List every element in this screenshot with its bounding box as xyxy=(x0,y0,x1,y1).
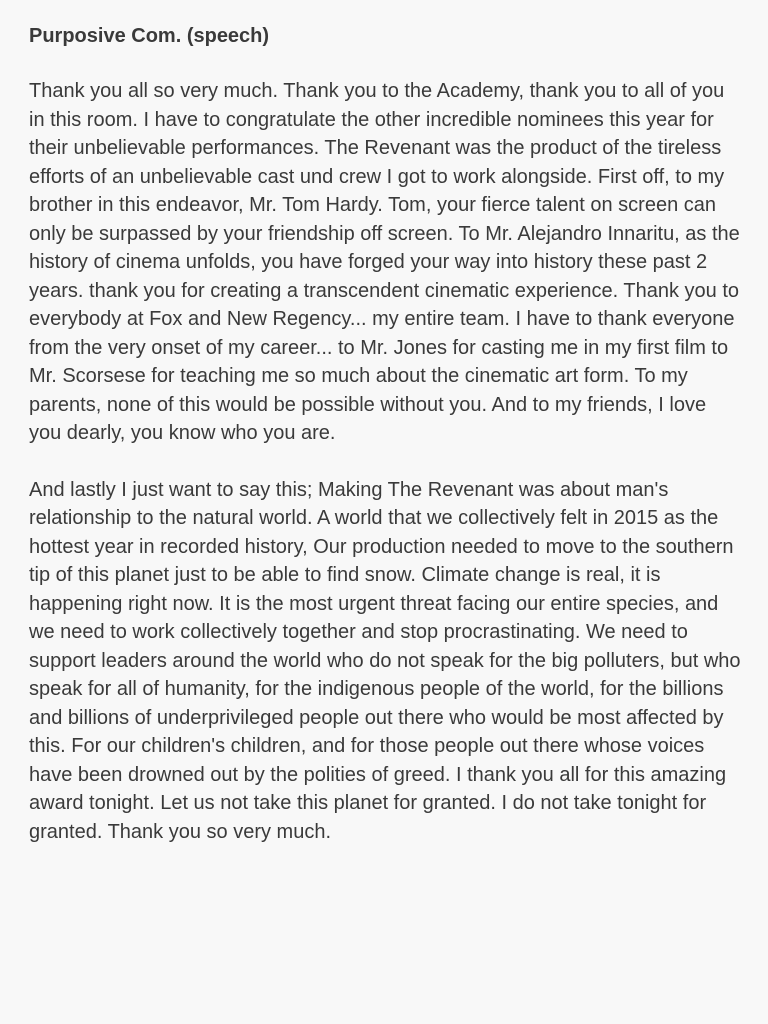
speech-paragraph-1: Thank you all so very much. Thank you to the Academy, thank you to all of you in this room. I have to congratulate the other incredible nominees this year for their unbelievable performances. The Revenant was the product of the tireless efforts of an unbelievable cast und crew I got to work alongside. First off, to my brother in this endeavor, Mr. Tom Hardy. Tom, your fierce talent on screen can only be surpassed by your friendship off screen. To Mr. Alejandro Innaritu, as the history of cinema unfolds, you have forged your way into history these past 2 years. thank you for creating a transcendent cinematic experience. Thank you to everybody at Fox and New Regency... my entire team. I have to thank everyone from the very onset of my career... to Mr. Jones for casting me in my first film to Mr. Scorsese for teaching me so much about the cinematic art form. To my parents, none of this would be possible without you. And to my friends, I love you dearly, you know who you are. xyxy=(29,80,740,444)
speech-paragraph-2: And lastly I just want to say this; Making The Revenant was about man's relationship to the natural world. A world that we collectively felt in 2015 as the hottest year in recorded history, Our production needed to move to the southern tip of this planet just to be able to find snow. Climate change is real, it is happening right now. It is the most urgent threat facing our entire species, and we need to work collectively together and stop procrastinating. We need to support leaders around the world who do not speak for the big polluters, but who speak for all of humanity, for the indigenous people of the world, for the billions and billions of underprivileged people out there who would be most affected by this. For our children's children, and for those people out there whose voices have been drowned out by the polities of greed. I thank you all for this amazing award tonight. Let us not take this planet for granted. I do not take tonight for granted. Thank you so very much. xyxy=(29,478,741,843)
note-title: Purposive Com. (speech) xyxy=(29,25,270,47)
note-body[interactable] xyxy=(29,22,741,846)
